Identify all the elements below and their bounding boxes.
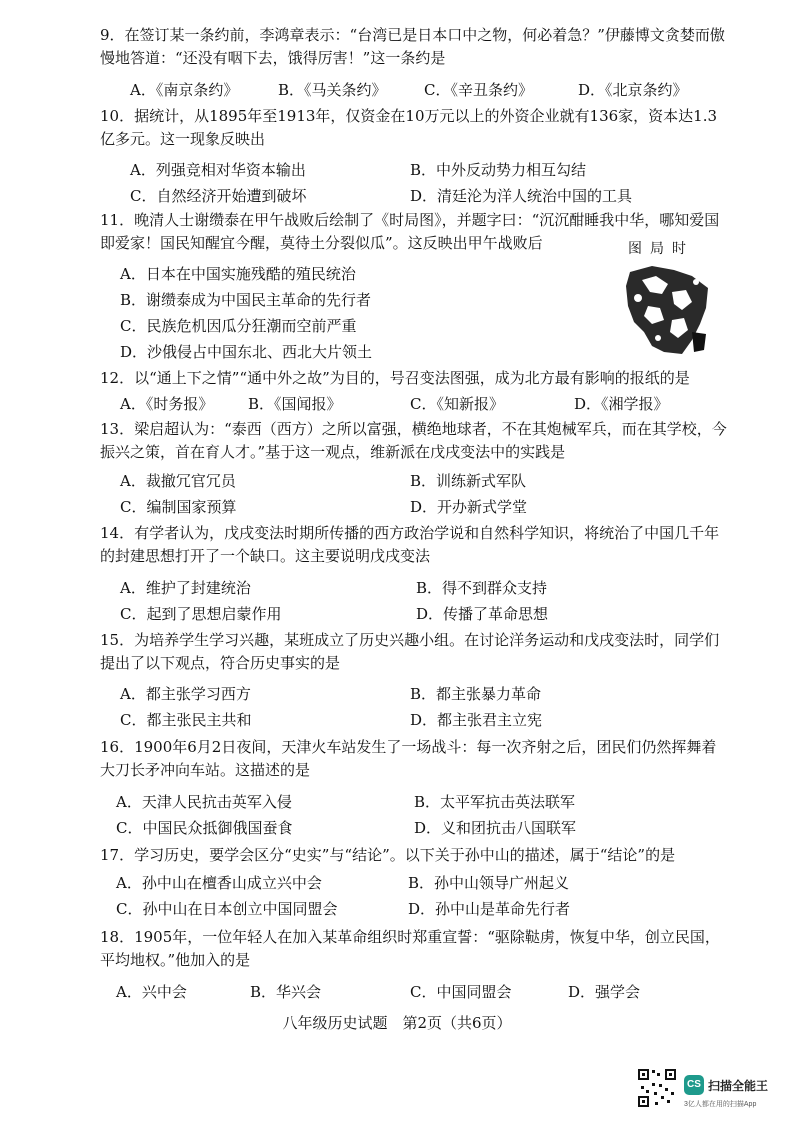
option-b: B．《马关条约》 [278,81,387,99]
option-a: A．维护了封建统治 [120,579,251,597]
shiju-map-image [622,262,714,358]
option-b: B．太平军抗击英法联军 [414,793,576,811]
option-b: B．训练新式军队 [410,472,527,490]
option-b: B．中外反动势力相互勾结 [410,161,587,179]
option-d: D．传播了革命思想 [416,605,549,623]
page-footer: 八年级历史试题 第2页（共6页） [282,1014,512,1032]
question-13 [100,418,730,464]
shiju-map-figure [622,238,714,358]
option-c: C．编制国家预算 [120,498,237,516]
scanner-tagline: 3亿人都在用的扫描App [684,1101,757,1108]
option-c: C．中国同盟会 [410,983,512,1001]
option-d: D．都主张君主立宪 [410,711,543,729]
question-text: 11．晚清人士谢缵泰在甲午战败后绘制了《时局图》，并题字曰：“沉沉酣睡我中华，哪知爱国即爱家！国民知醒宜今醒，莫待土分裂似瓜”。这反映出甲午战败后 [100,211,720,252]
option-d: D．孙中山是革命先行者 [408,900,571,918]
option-c: C．都主张民主共和 [120,711,252,729]
question-text: 17．学习历史，要学会区分“史实”与“结论”。以下关于孙中山的描述，属于“结论”的是 [100,846,676,864]
option-c: C．孙中山在日本创立中国同盟会 [116,900,338,918]
option-c: C．起到了思想启蒙作用 [120,605,282,623]
question-10 [100,105,730,151]
option-d: D．《湘学报》 [574,395,669,413]
option-b: B．孙中山领导广州起义 [408,874,570,892]
option-a: A．《南京条约》 [130,81,239,99]
option-b: B．都主张暴力革命 [410,685,542,703]
question-text: 9．在签订某一条约前，李鸿章表示：“台湾已是日本口中之物，何必着急？”伊藤博文贪婪而傲慢地答道：“还没有咽下去，饿得厉害！”这一条约是 [100,26,725,67]
question-text: 14．有学者认为，戊戌变法时期所传播的西方政治学说和自然科学知识，将统治了中国几千年的封建思想打开了一个缺口。这主要说明戊戌变法 [100,524,720,565]
question-text: 12．以“通上下之情”“通中外之故”为目的，号召变法图强，成为北方最有影响的报纸的是 [100,369,690,387]
option-c: C．《辛丑条约》 [424,81,533,99]
question-15 [100,629,730,675]
option-a: A．列强竞相对华资本输出 [130,161,306,179]
qr-code-icon [637,1068,677,1108]
option-b: B．得不到群众支持 [416,579,548,597]
question-14 [100,522,730,568]
option-a: A．兴中会 [116,983,187,1001]
question-18 [100,926,730,972]
question-text: 16．1900年6月2日夜间，天津火车站发生了一场战斗：每一次齐射之后，团民们仍然挥舞着大刀长矛冲向车站。这描述的是 [100,738,717,779]
question-9 [100,24,730,70]
option-a: A．《时务报》 [120,395,214,413]
option-a: A．天津人民抗击英军入侵 [116,793,292,811]
option-b: B．谢缵泰成为中国民主革命的先行者 [120,291,372,309]
option-a: A．日本在中国实施残酷的殖民统治 [120,265,356,283]
option-d: D．开办新式学堂 [410,498,528,516]
option-c: C．《知新报》 [410,395,504,413]
option-d: D．沙俄侵占中国东北、西北大片领土 [120,343,373,361]
question-text: 15．为培养学生学习兴趣，某班成立了历史兴趣小组。在讨论洋务运动和戊戌变法时，同学们提出了以下观点，符合历史事实的是 [100,631,720,672]
question-text: 10．据统计，从1895年至1913年，仅资金在10万元以上的外资企业就有136家，资本达1.3亿多元。这一现象反映出 [100,107,718,148]
question-text: 18．1905年，一位年轻人在加入某革命组织时郑重宣誓：“驱除鞑虏，恢复中华，创立民国，平均地权。”他加入的是 [100,928,720,969]
option-c: C．中国民众抵御俄国蚕食 [116,819,293,837]
option-b: B．华兴会 [250,983,322,1001]
option-a: A．裁撤冗官冗员 [120,472,236,490]
question-16 [100,736,730,782]
option-d: D．清廷沦为洋人统治中国的工具 [410,187,633,205]
option-d: D．《北京条约》 [578,81,688,99]
option-a: A．孙中山在檀香山成立兴中会 [116,874,322,892]
option-d: D．强学会 [568,983,641,1001]
camscanner-logo-icon: CS [684,1075,704,1095]
question-text: 13．梁启超认为：“泰西（西方）之所以富强，横绝地球者，不在其炮械军兵，而在其学校，今振兴之策，首在育人才。”基于这一观点，维新派在戊戌变法中的实践是 [100,420,727,461]
option-c: C．自然经济开始遭到破坏 [130,187,307,205]
option-c: C．民族危机因瓜分狂潮而空前严重 [120,317,357,335]
option-b: B．《国闻报》 [248,395,342,413]
option-d: D．义和团抗击八国联军 [414,819,577,837]
question-17 [100,844,730,867]
option-a: A．都主张学习西方 [120,685,251,703]
question-12 [100,367,730,390]
figure-title: 图局时 [628,241,694,257]
scanner-app-name: 扫描全能王 [708,1079,769,1093]
